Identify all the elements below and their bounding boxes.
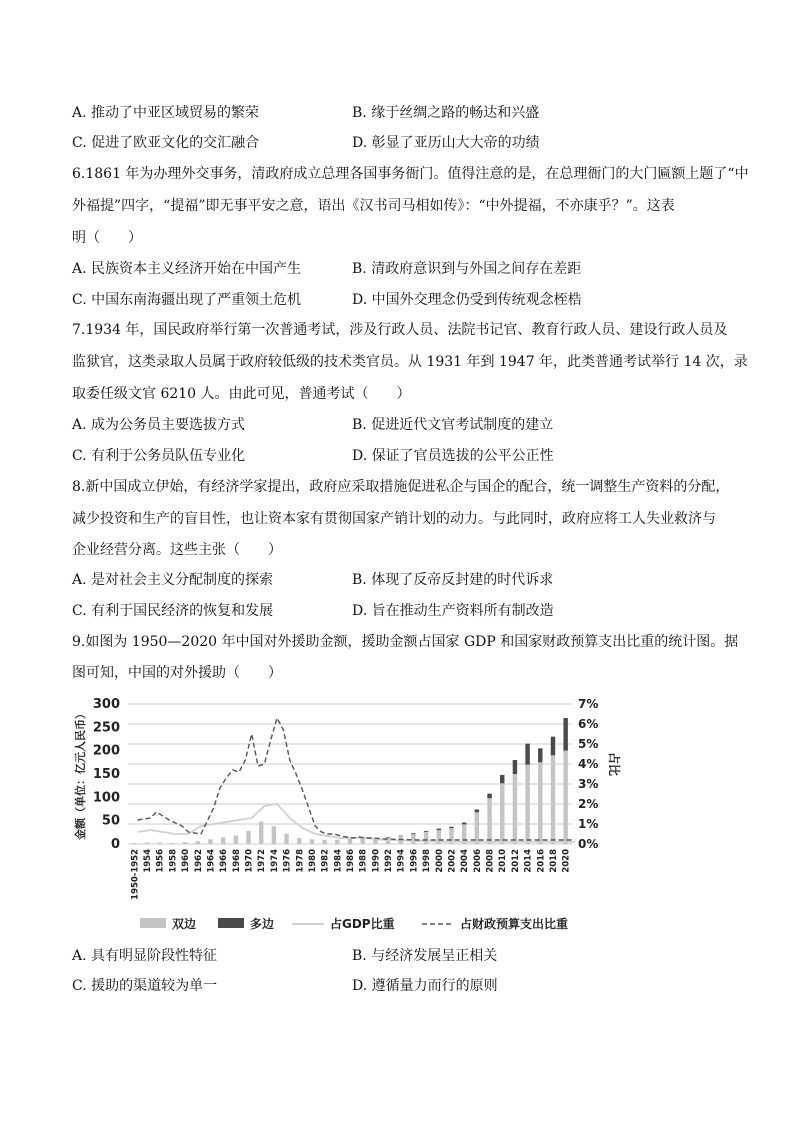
bar-bilateral (234, 836, 238, 844)
y-axis-label: 金额（单位：亿元人民币） (74, 708, 87, 840)
y2-tick-label: 3% (578, 777, 599, 791)
aid-statistics-chart (70, 688, 621, 940)
bar-bilateral (208, 839, 212, 844)
q9-option-d: D. 遵循量力而行的原则 (352, 978, 498, 994)
bar-bilateral (259, 822, 263, 844)
y2-tick-label: 5% (578, 737, 599, 751)
legend-swatch-multilateral (218, 918, 244, 928)
q8-option-d: D. 旨在推动生产资料所有制改造 (352, 603, 554, 619)
y2-tick-label: 0% (578, 837, 599, 851)
x-tick-label: 1956 (155, 849, 166, 873)
legend-label-gdp: 占GDP比重 (330, 917, 395, 931)
bar-bilateral (170, 843, 174, 844)
y-tick-label: 250 (92, 720, 120, 736)
x-tick-label: 1958 (168, 849, 179, 873)
q8-option-b: B. 体现了反帝反封建的时代诉求 (352, 572, 554, 588)
q7-option-b: B. 促进近代文官考试制度的建立 (352, 417, 554, 433)
q7-stem-line-1: 7.1934 年，国民政府举行第一次普通考试，涉及行政人员、法院书记官、教育行政人员、建设行政人员及 (72, 322, 728, 338)
bar-bilateral (322, 840, 326, 844)
bar-bilateral (563, 751, 567, 844)
x-tick-label: 2018 (548, 849, 559, 873)
q7-option-d: D. 保证了官员选拔的公平公正性 (352, 448, 554, 464)
bar-bilateral (297, 838, 301, 844)
q6-option-b: B. 清政府意识到与外国之间存在差距 (352, 261, 582, 277)
bar-multilateral (563, 718, 567, 751)
x-tick-label: 2012 (510, 849, 521, 873)
bar-bilateral (272, 826, 276, 844)
y2-axis-label: 占比 (607, 751, 621, 777)
x-tick-label: 1950-1952 (130, 849, 141, 900)
x-tick-label: 1968 (231, 849, 242, 873)
x-tick-label: 2010 (498, 849, 509, 873)
legend-label-budget: 占财政预算支出比重 (460, 917, 569, 931)
x-tick-label: 1994 (396, 849, 407, 873)
bar-bilateral (411, 834, 415, 844)
q5-option-d: D. 彰显了亚历山大大帝的功绩 (352, 135, 540, 151)
q5-option-b: B. 缘于丝绸之路的畅达和兴盛 (352, 105, 540, 121)
bar-multilateral (487, 794, 491, 799)
y2-tick-label: 4% (578, 757, 599, 771)
bar-bilateral (221, 837, 225, 844)
x-tick-label: 1962 (193, 849, 204, 873)
q6-stem-line-2: 外福提”四字，“提福”即无事平安之意，语出《汉书司马相如传》：“中外提福，不亦康乎？”。这表 (72, 198, 675, 214)
bar-bilateral (132, 843, 136, 844)
bar-bilateral (335, 840, 339, 844)
x-tick-label: 1988 (358, 849, 369, 873)
x-tick-label: 1986 (346, 849, 356, 873)
legend-swatch-bilateral (140, 918, 166, 928)
bar-bilateral (145, 843, 149, 844)
q8-stem-line-2: 减少投资和生产的盲目性，也让资本家有贯彻国家产销计划的动力。与此同时，政府应将工人失业救济与 (72, 511, 716, 527)
bar-bilateral (196, 841, 200, 844)
x-tick-label: 1970 (244, 849, 255, 873)
bar-bilateral (310, 839, 314, 844)
budget-ratio-line (138, 718, 576, 840)
bar-multilateral (449, 827, 453, 828)
q6-option-a: A. 民族资本主义经济开始在中国产生 (72, 261, 302, 277)
y-tick-label: 150 (92, 767, 120, 782)
x-tick-label: 1980 (307, 849, 318, 873)
bar-multilateral (462, 823, 466, 825)
q5-option-c: C. 促进了欧亚文化的交汇融合 (72, 135, 260, 151)
bar-multilateral (538, 748, 542, 762)
x-tick-label: 2008 (485, 849, 496, 873)
q9-option-c: C. 援助的渠道较为单一 (72, 978, 218, 994)
bar-bilateral (513, 774, 517, 844)
x-tick-label: 1998 (422, 849, 433, 873)
q8-stem-line-3: 企业经营分离。这些主张（ ） (72, 542, 282, 558)
bar-bilateral (475, 812, 479, 844)
bar-bilateral (525, 765, 529, 844)
gdp-ratio-line (138, 804, 576, 842)
legend-label-bilateral: 双边 (172, 917, 197, 931)
bar-multilateral (411, 833, 415, 834)
q6-stem-line-3: 明（ ） (72, 230, 142, 246)
x-tick-label: 1990 (371, 849, 382, 873)
bar-bilateral (551, 755, 555, 844)
bar-multilateral (424, 831, 428, 832)
x-tick-label: 1984 (333, 849, 344, 873)
x-tick-label: 1978 (295, 849, 306, 873)
y-tick-label: 100 (92, 790, 120, 806)
q7-option-c: C. 有利于公务员队伍专业化 (72, 448, 246, 464)
y2-tick-label: 1% (578, 817, 599, 831)
y-tick-label: 300 (92, 697, 120, 712)
y2-tick-label: 6% (578, 717, 599, 731)
bar-bilateral (183, 842, 187, 844)
q8-option-a: A. 是对社会主义分配制度的探索 (72, 572, 274, 588)
bar-bilateral (487, 798, 491, 844)
bar-bilateral (157, 843, 161, 844)
bar-bilateral (538, 762, 542, 844)
q6-stem-line-1: 6.1861 年为办理外交事务，清政府成立总理各国事务衙门。值得注意的是，在总理衙门的大门匾额上题了“中 (72, 166, 749, 182)
x-tick-label: 1996 (409, 849, 420, 873)
bar-multilateral (475, 809, 479, 812)
x-tick-label: 1982 (320, 849, 331, 873)
y-tick-label: 200 (92, 743, 120, 759)
bar-bilateral (360, 839, 364, 844)
q5-option-a: A. 推动了中亚区域贸易的繁荣 (72, 105, 260, 121)
x-tick-label: 1974 (269, 849, 280, 873)
q7-option-a: A. 成为公务员主要选拔方式 (72, 417, 246, 433)
q8-option-c: C. 有利于国民经济的恢复和发展 (72, 603, 274, 619)
bar-multilateral (551, 737, 555, 756)
bar-multilateral (500, 775, 504, 783)
q6-option-d: D. 中国外交理念仍受到传统观念桎梏 (352, 292, 582, 308)
x-tick-label: 1966 (219, 849, 230, 873)
q9-option-a: A. 具有明显阶段性特征 (72, 948, 218, 964)
bar-multilateral (525, 744, 529, 765)
x-tick-label: 1992 (384, 849, 395, 873)
y2-tick-label: 2% (578, 797, 599, 811)
q8-stem-line-1: 8.新中国成立伊始，有经济学家提出，政府应采取措施促进私企与国企的配合，统一调整生产资料的分配， (72, 479, 730, 495)
bar-multilateral (437, 829, 441, 830)
x-tick-label: 1954 (143, 849, 154, 873)
bar-bilateral (284, 834, 288, 844)
bar-bilateral (348, 839, 352, 844)
q9-option-b: B. 与经济发展呈正相关 (352, 948, 498, 964)
q7-stem-line-3: 取委任级文官 6210 人。由此可见，普通考试（ ） (72, 386, 411, 402)
y2-tick-label: 7% (578, 697, 599, 711)
q7-stem-line-2: 监狱官，这类录取人员属于政府较低级的技术类官员。从 1931 年到 1947 年，此类普通考试举行 14 次，录 (72, 354, 748, 370)
x-tick-label: 2002 (447, 849, 458, 873)
x-tick-label: 2020 (561, 849, 572, 873)
x-tick-label: 1960 (181, 849, 192, 873)
x-tick-label: 2016 (536, 849, 547, 873)
x-tick-label: 2000 (434, 849, 445, 873)
q9-stem-line-1: 9.如图为 1950—2020 年中国对外援助金额，援助金额占国家 GDP 和国家财政预算支出比重的统计图。据 (72, 634, 739, 650)
x-tick-label: 2004 (460, 849, 471, 873)
x-tick-label: 1964 (206, 849, 217, 873)
x-tick-label: 1976 (282, 849, 293, 873)
y-tick-label: 0 (110, 837, 120, 852)
q9-stem-line-2: 图可知，中国的对外援助（ ） (72, 665, 282, 681)
legend-label-multilateral: 多边 (250, 917, 275, 931)
x-tick-label: 2006 (472, 849, 483, 873)
x-tick-label: 1972 (257, 849, 268, 873)
y-tick-label: 50 (101, 813, 120, 829)
x-tick-label: 2014 (523, 849, 534, 873)
bar-bilateral (246, 831, 250, 844)
bar-multilateral (513, 760, 517, 774)
bar-bilateral (500, 783, 504, 844)
bar-bilateral (462, 824, 466, 844)
q6-option-c: C. 中国东南海疆出现了严重领土危机 (72, 292, 302, 308)
